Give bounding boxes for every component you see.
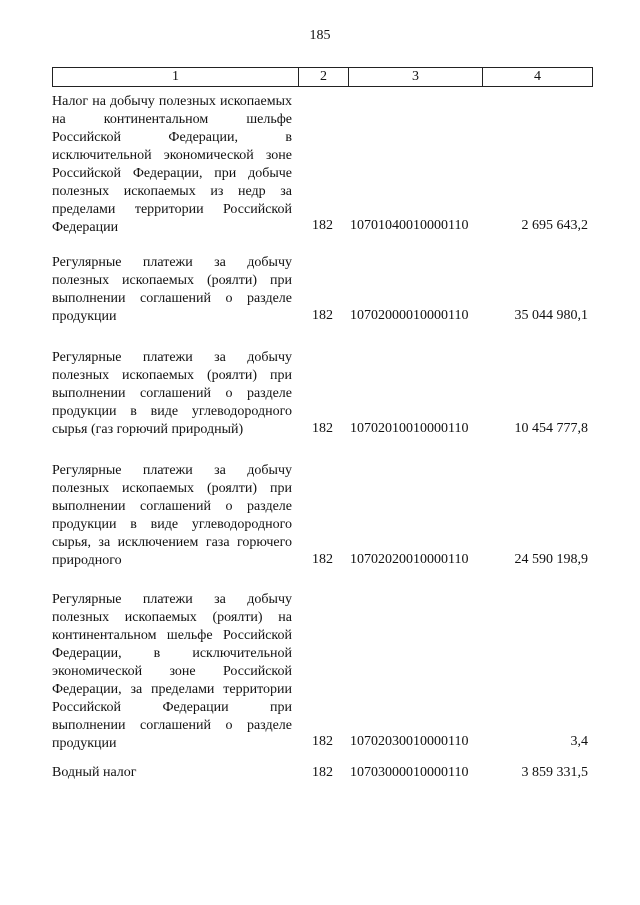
row-kbk: 10702030010000110 bbox=[350, 734, 469, 749]
table-row bbox=[0, 591, 640, 753]
table-row bbox=[0, 254, 640, 326]
row-kbk: 10703000010000110 bbox=[350, 765, 469, 780]
row-description: Регулярные платежи за добычу полезных ископаемых (роялти) при выполнении соглашений о разделе продукции в виде углеводородного сырья (газ горючий природный) bbox=[52, 350, 292, 437]
table-header bbox=[52, 67, 593, 87]
row-amount: 10 454 777,8 bbox=[514, 421, 588, 436]
table-row bbox=[0, 349, 640, 439]
row-code: 182 bbox=[312, 765, 333, 780]
row-description: Налог на добычу полезных ископаемых на континентальном шельфе Российской Федерации, в исключительной экономической зоне Российской Федерации, при добыче полезных ископаемых из недр за пределами территории Российской Федерации bbox=[52, 94, 292, 235]
table-row bbox=[0, 93, 640, 237]
row-amount: 2 695 643,2 bbox=[521, 218, 588, 233]
row-amount: 3,4 bbox=[570, 734, 588, 749]
row-code: 182 bbox=[312, 552, 333, 567]
row-code: 182 bbox=[312, 218, 333, 233]
row-description: Регулярные платежи за добычу полезных ископаемых (роялти) на континентальном шельфе Российской Федерации, в исключительной экономической зоне Российской Федерации, за пределами территории Российской Федерации при выполнении соглашений о разделе продукции bbox=[52, 592, 292, 751]
row-code: 182 bbox=[312, 421, 333, 436]
row-code: 182 bbox=[312, 734, 333, 749]
header-col-1: 1 bbox=[172, 69, 179, 84]
row-description: Водный налог bbox=[52, 765, 137, 780]
row-kbk: 10702010010000110 bbox=[350, 421, 469, 436]
row-kbk: 10701040010000110 bbox=[350, 218, 469, 233]
row-description: Регулярные платежи за добычу полезных ископаемых (роялти) при выполнении соглашений о разделе продукции в виде углеводородного сырья, за исключением газа горючего природного bbox=[52, 463, 292, 568]
page-number: 185 bbox=[309, 28, 331, 43]
row-kbk: 10702020010000110 bbox=[350, 552, 469, 567]
row-code: 182 bbox=[312, 308, 333, 323]
header-col-2: 2 bbox=[298, 68, 348, 86]
row-description: Регулярные платежи за добычу полезных ископаемых (роялти) при выполнении соглашений о разделе продукции bbox=[52, 255, 292, 324]
header-col-4: 4 bbox=[482, 68, 592, 86]
row-amount: 24 590 198,9 bbox=[514, 552, 588, 567]
row-amount: 3 859 331,5 bbox=[521, 765, 588, 780]
table-row bbox=[0, 462, 640, 570]
row-amount: 35 044 980,1 bbox=[514, 308, 588, 323]
row-kbk: 10702000010000110 bbox=[350, 308, 469, 323]
table-row bbox=[0, 764, 640, 784]
header-col-3: 3 bbox=[348, 68, 482, 86]
